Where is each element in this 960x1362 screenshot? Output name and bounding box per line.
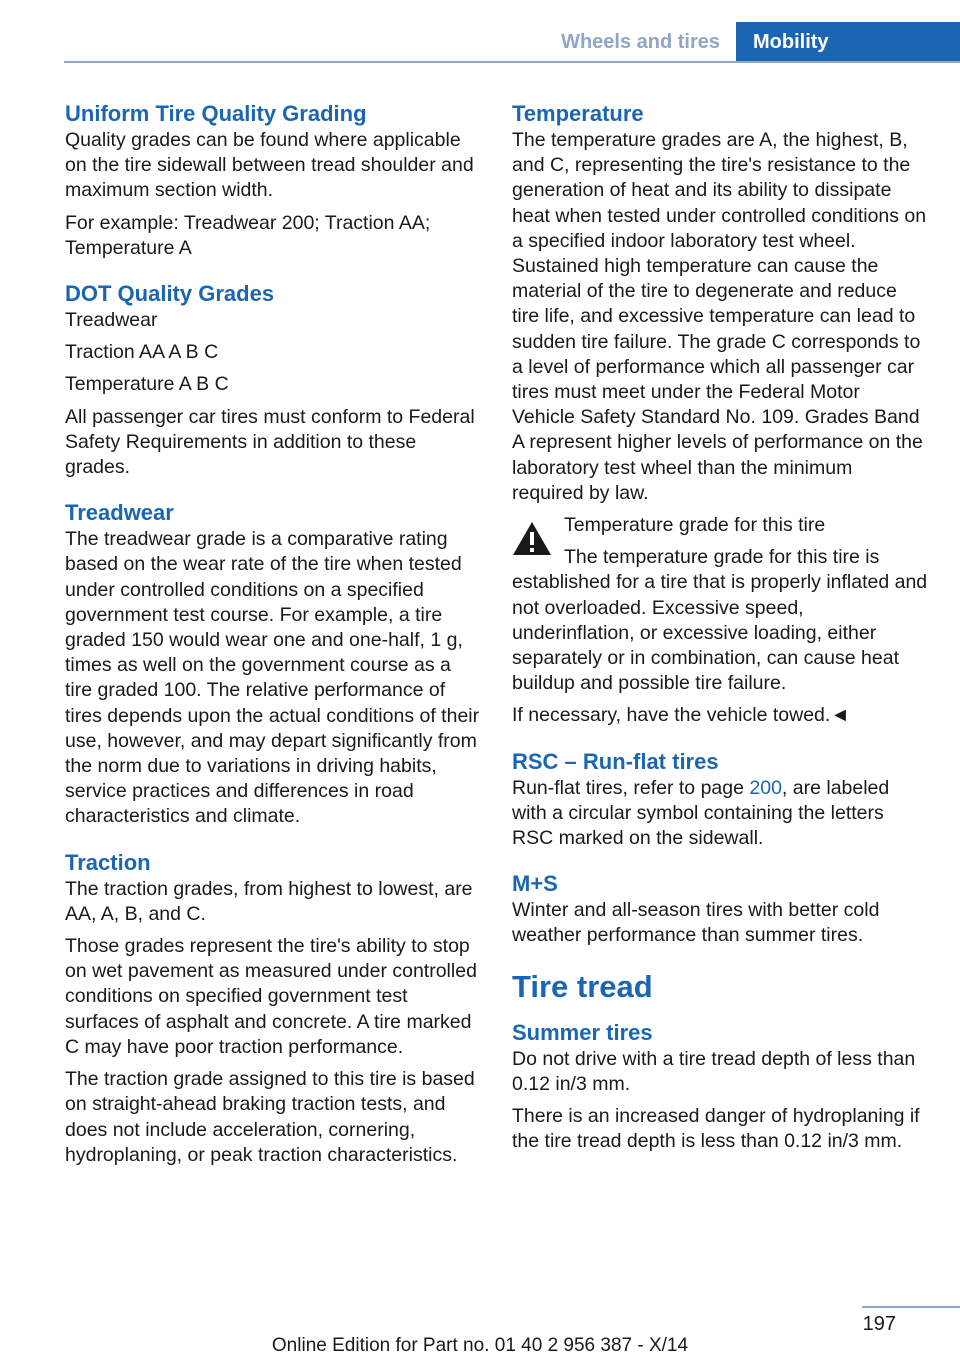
summer-tires-heading: Summer tires: [512, 1019, 653, 1045]
traction-heading: Traction: [65, 849, 151, 875]
ms-heading: M+S: [512, 871, 558, 897]
tread-paragraph-1: Do not drive with a tire tread depth of less than 0.12 in/3 mm.: [512, 1047, 916, 1095]
warning-block: [512, 513, 928, 696]
dot-line-treadwear: Treadwear: [65, 309, 158, 332]
warning-paragraph: The temperature grade for this tire is established for a tire that is properly inflated and not overloaded. Excessive speed, underinflation, or excessive loading, either separately or in combination, can cause heat buildup and possible tire failure.: [512, 546, 928, 695]
traction-paragraph-3: The traction grade assigned to this tire is based on straight-ahead braking traction tests, and does not include acceleration, cornering, hydroplaning, or peak traction characteristics.: [65, 1068, 475, 1166]
temperature-paragraph: The temperature grades are A, the highest, B, and C, representing the tire's resistance to the generation of heat and its ability to dissipate heat when tested under controlled conditions on a specified indoor laboratory test wheel. Sustained high temperature can cause the material of the tire to degenerate and reduce tire life, and excessive temperature can lead to sudden tire failure. The grade C corresponds to a level of performance which all passenger car tires must meet under the Federal Motor Vehicle Safety Standard No. 109. Grades Band A represent higher levels of performance on the laboratory test wheel than the minimum required by law.: [512, 129, 927, 504]
page-200-link[interactable]: 200: [749, 776, 782, 799]
treadwear-paragraph: The treadwear grade is a comparative rating based on the wear rate of the tire when tested under controlled conditions on a specified government test course. For example, a tire graded 150 would wear one and one-half, 1 g, times as well on the government course as a tire graded 100. The relative performance of tires depends upon the actual conditions of their use, however, and may depart significantly from the norm due to variations in driving habits, service practices and differences in road characteristics and climate.: [65, 528, 480, 828]
utqg-heading: Uniform Tire Quality Grading: [65, 101, 367, 126]
edition-footer: Online Edition for Part no. 01 40 2 956 387 - X/14: [271, 1335, 689, 1356]
dot-paragraph: All passenger car tires must conform to Federal Safety Requirements in addition to these grades.: [65, 405, 475, 479]
tire-tread-heading: Tire tread: [512, 968, 653, 1004]
page-number: 197: [862, 1313, 896, 1335]
utqg-paragraph-2: For example: Treadwear 200; Traction AA; Temperature A: [65, 211, 431, 259]
temperature-heading: Temperature: [512, 101, 644, 126]
dot-line-temperature: Temperature A B C: [65, 373, 229, 396]
warning-title: Temperature grade for this tire: [564, 514, 826, 537]
rsc-heading: RSC – Run-flat tires: [512, 748, 719, 774]
utqg-paragraph-1: Quality grades can be found where applicable on the tire sidewall between tread shoulder and maximum section width.: [65, 129, 474, 202]
warning-end: If necessary, have the vehicle towed.◄: [512, 704, 850, 727]
traction-paragraph-2: Those grades represent the tire's ability to stop on wet pavement as measured under controlled conditions on specified government test surfaces of asphalt and concrete. A tire marked C may have poor traction performance.: [65, 935, 477, 1058]
traction-paragraph-1: The traction grades, from highest to lowest, are AA, A, B, and C.: [65, 877, 473, 925]
page-number-rule: [862, 1306, 960, 1308]
page-header: [0, 0, 960, 62]
section-title: Wheels and tires: [561, 31, 720, 53]
tread-paragraph-2: There is an increased danger of hydroplaning if the tire tread depth is less than 0.12 in/3 mm.: [512, 1105, 920, 1153]
dot-line-traction: Traction AA A B C: [65, 341, 219, 364]
right-column: [512, 100, 928, 1162]
dot-heading: DOT Quality Grades: [65, 281, 275, 307]
left-column: [65, 100, 481, 1175]
treadwear-heading: Treadwear: [65, 500, 174, 526]
chapter-tab[interactable]: Mobility: [736, 22, 960, 62]
header-rule: [64, 61, 960, 63]
warning-triangle-icon: [512, 521, 552, 556]
rsc-paragraph: Run-flat tires, refer to page 200, are labeled with a circular symbol containing the letters RSC marked on the sidewall.: [512, 776, 890, 850]
ms-paragraph: Winter and all-season tires with better cold weather performance than summer tires.: [512, 899, 880, 947]
